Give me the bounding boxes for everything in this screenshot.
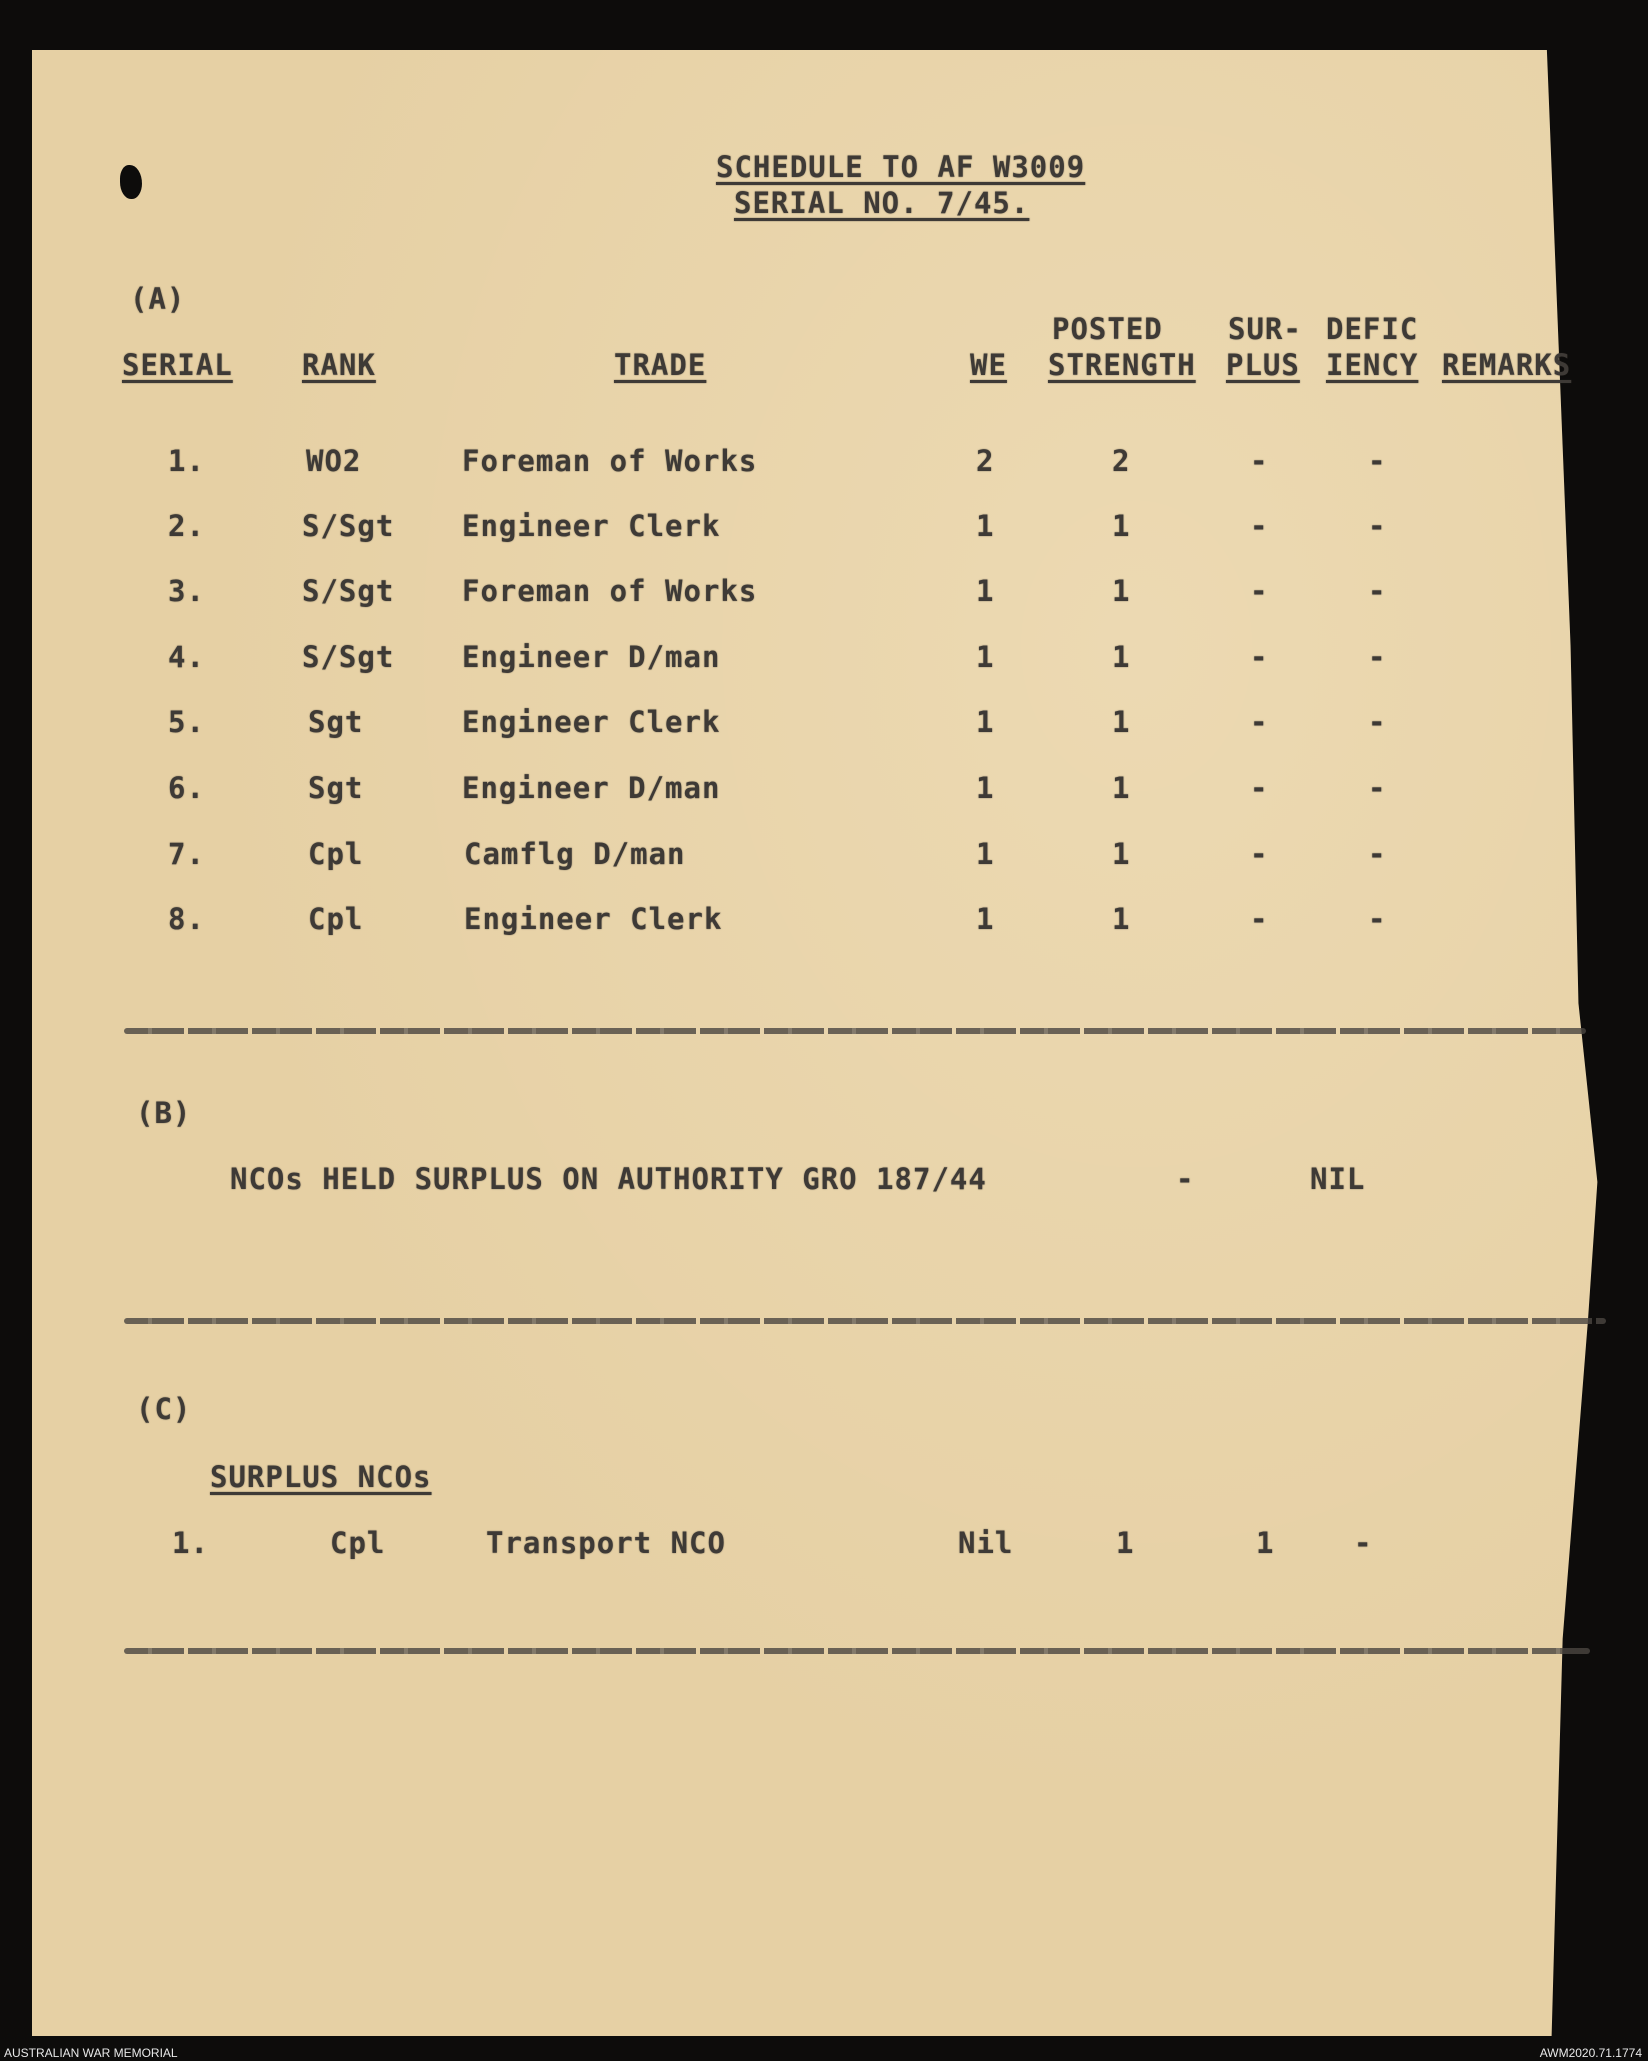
row-we: 1 xyxy=(976,509,995,543)
row-surplus: - xyxy=(1250,771,1269,805)
section-b-value: NIL xyxy=(1310,1162,1366,1196)
row-posted: 1 xyxy=(1112,509,1131,543)
row-surplus: - xyxy=(1250,902,1269,936)
divider-rule xyxy=(124,1318,1606,1324)
row-serial: 6. xyxy=(168,771,205,805)
row-deficiency: - xyxy=(1368,902,1387,936)
footer-institution: AUSTRALIAN WAR MEMORIAL xyxy=(4,2046,178,2060)
row-we: 1 xyxy=(976,771,995,805)
row-serial: 3. xyxy=(168,574,205,608)
row-deficiency: - xyxy=(1368,837,1387,871)
col-surplus-header-bottom: PLUS xyxy=(1226,348,1300,382)
row-trade: Camflg D/man xyxy=(464,837,686,871)
row-rank: Cpl xyxy=(308,902,364,936)
row-surplus: - xyxy=(1250,837,1269,871)
footer-accession-number: AWM2020.71.1774 xyxy=(1539,2046,1642,2060)
col-posted-header-top: POSTED xyxy=(1052,312,1163,346)
serial-number: SERIAL NO. 7/45. xyxy=(734,186,1030,220)
row-serial: 8. xyxy=(168,902,205,936)
row-posted: 1 xyxy=(1112,705,1131,739)
row-deficiency: - xyxy=(1368,444,1387,478)
divider-rule xyxy=(124,1028,1586,1034)
row-trade: Engineer D/man xyxy=(462,640,721,674)
row-serial: 7. xyxy=(168,837,205,871)
row-rank: S/Sgt xyxy=(302,509,395,543)
row-posted: 1 xyxy=(1112,902,1131,936)
section-a-label: (A) xyxy=(130,282,186,316)
row-we: 2 xyxy=(976,444,995,478)
row-trade: Foreman of Works xyxy=(462,444,758,478)
col-rank-header: RANK xyxy=(302,348,376,382)
row-surplus: - xyxy=(1250,640,1269,674)
col-trade-header: TRADE xyxy=(614,348,707,382)
row-trade: Engineer D/man xyxy=(462,771,721,805)
row-surplus: - xyxy=(1250,509,1269,543)
row-deficiency: - xyxy=(1368,771,1387,805)
row-rank: S/Sgt xyxy=(302,574,395,608)
row-rank: WO2 xyxy=(306,444,362,478)
col-we-header: WE xyxy=(970,348,1007,382)
row-serial: 1. xyxy=(172,1526,209,1560)
row-serial: 5. xyxy=(168,705,205,739)
row-deficiency: - xyxy=(1368,509,1387,543)
col-surplus-header-top: SUR- xyxy=(1228,312,1302,346)
row-trade: Engineer Clerk xyxy=(464,902,723,936)
row-we: Nil xyxy=(958,1526,1014,1560)
row-trade: Foreman of Works xyxy=(462,574,758,608)
row-trade: Engineer Clerk xyxy=(462,509,721,543)
row-deficiency: - xyxy=(1368,640,1387,674)
col-deficiency-header-top: DEFIC xyxy=(1326,312,1419,346)
row-rank: Cpl xyxy=(330,1526,386,1560)
section-c-label: (C) xyxy=(136,1392,192,1426)
row-rank: Cpl xyxy=(308,837,364,871)
row-posted: 1 xyxy=(1112,837,1131,871)
row-we: 1 xyxy=(976,705,995,739)
row-deficiency: - xyxy=(1354,1526,1373,1560)
row-posted: 1 xyxy=(1116,1526,1135,1560)
row-serial: 1. xyxy=(168,444,205,478)
row-deficiency: - xyxy=(1368,574,1387,608)
row-rank: Sgt xyxy=(308,705,364,739)
col-serial-header: SERIAL xyxy=(122,348,233,382)
punch-hole xyxy=(120,165,142,199)
row-serial: 4. xyxy=(168,640,205,674)
row-surplus: - xyxy=(1250,705,1269,739)
row-rank: S/Sgt xyxy=(302,640,395,674)
divider-rule xyxy=(124,1648,1590,1654)
row-deficiency: - xyxy=(1368,705,1387,739)
row-posted: 1 xyxy=(1112,640,1131,674)
row-surplus: 1 xyxy=(1256,1526,1275,1560)
col-remarks-header: REMARKS xyxy=(1442,348,1572,382)
row-serial: 2. xyxy=(168,509,205,543)
row-we: 1 xyxy=(976,902,995,936)
col-posted-header-bottom: STRENGTH xyxy=(1048,348,1196,382)
col-deficiency-header-bottom: IENCY xyxy=(1326,348,1419,382)
row-rank: Sgt xyxy=(308,771,364,805)
section-b-label: (B) xyxy=(136,1096,192,1130)
row-we: 1 xyxy=(976,640,995,674)
section-b-dash: - xyxy=(1176,1162,1195,1196)
row-trade: Engineer Clerk xyxy=(462,705,721,739)
row-we: 1 xyxy=(976,837,995,871)
row-trade: Transport NCO xyxy=(486,1526,726,1560)
row-surplus: - xyxy=(1250,574,1269,608)
row-posted: 1 xyxy=(1112,771,1131,805)
row-posted: 1 xyxy=(1112,574,1131,608)
section-c-heading: SURPLUS NCOs xyxy=(210,1460,432,1494)
row-surplus: - xyxy=(1250,444,1269,478)
section-b-text: NCOs HELD SURPLUS ON AUTHORITY GRO 187/44 xyxy=(230,1162,987,1196)
row-posted: 2 xyxy=(1112,444,1131,478)
document-title: SCHEDULE TO AF W3009 xyxy=(716,150,1086,184)
row-we: 1 xyxy=(976,574,995,608)
